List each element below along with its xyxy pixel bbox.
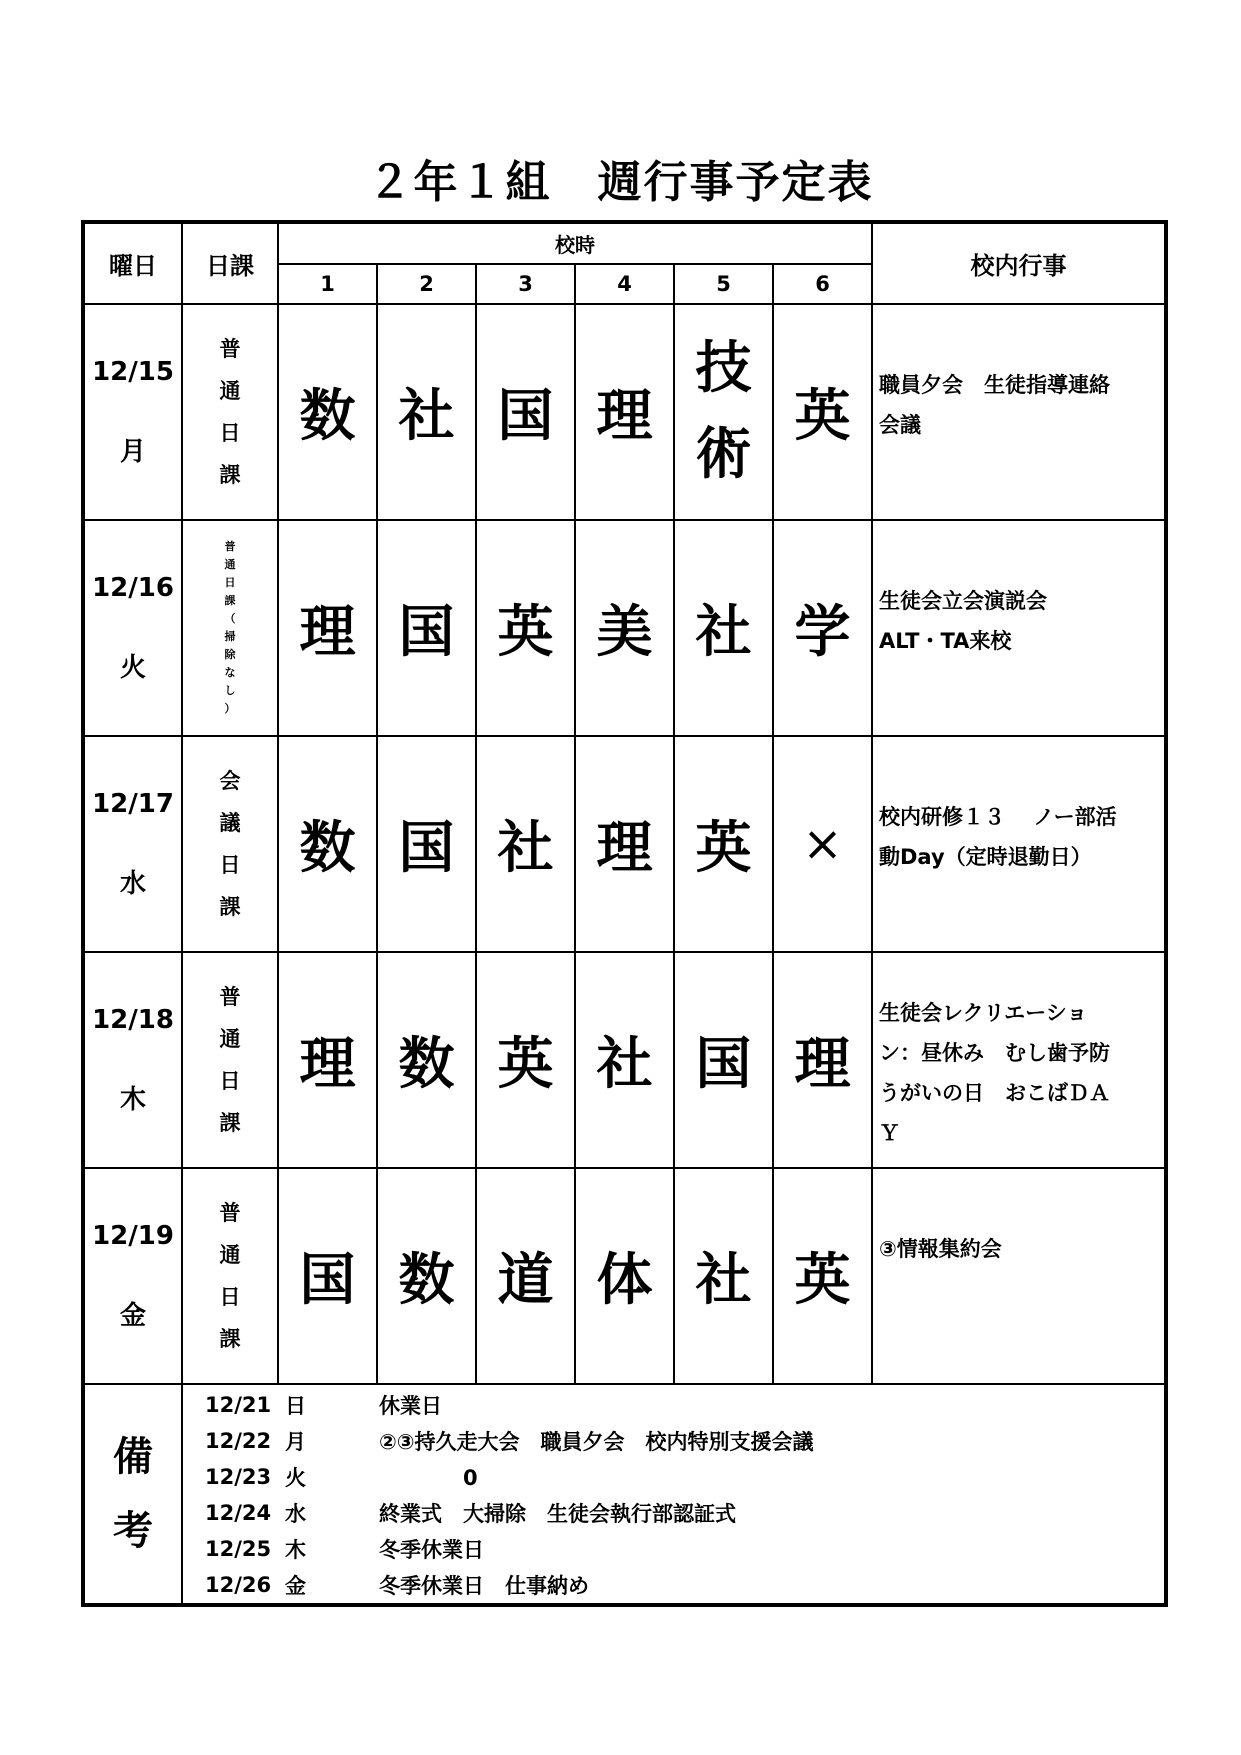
- remark-item: [205, 1459, 1164, 1495]
- daytype-char: し: [224, 684, 236, 697]
- remark-weekday: 日: [285, 1394, 306, 1418]
- daytype-char: 議: [219, 811, 241, 835]
- day-date: 12/18: [92, 1005, 174, 1035]
- remark-date: 12/22: [205, 1429, 272, 1453]
- subject-cell: 国: [377, 736, 476, 952]
- subject-cell: 数: [377, 952, 476, 1168]
- remark-item: [205, 1531, 1164, 1567]
- subject-cell: 理: [773, 952, 872, 1168]
- day-row: [83, 736, 1166, 952]
- day-date: 12/15: [92, 357, 174, 387]
- remark-text: 終業式 大掃除 生徒会執行部認証式: [379, 1502, 736, 1526]
- daytype-char: ）: [224, 702, 236, 715]
- subject-cell: 社: [575, 952, 674, 1168]
- daytype-char: 普: [219, 985, 241, 1009]
- daytype-char: （: [224, 612, 236, 625]
- period-number: 1: [278, 264, 377, 304]
- subject-cell: 国: [674, 952, 773, 1168]
- subject-cell: 道: [476, 1168, 575, 1384]
- day-cell: [83, 520, 182, 736]
- daytype-char: 課: [219, 1327, 241, 1351]
- daytype-char: 課: [219, 1111, 241, 1135]
- daytype-char: 通: [224, 558, 236, 571]
- header-day: 曜日: [83, 222, 182, 304]
- daytype-char: 除: [224, 648, 236, 661]
- subject-cell: 数: [278, 736, 377, 952]
- daytype-cell: [182, 736, 278, 952]
- header-daytype: 日課: [182, 222, 278, 304]
- daytype-char: 日: [224, 576, 236, 589]
- subject-cell: 学: [773, 520, 872, 736]
- day-cell: [83, 952, 182, 1168]
- header-events: 校内行事: [872, 222, 1166, 304]
- event-line: 動Day（定時退勤日）: [879, 845, 1092, 869]
- day-date: 12/16: [92, 573, 174, 603]
- daytype-char: 課: [219, 463, 241, 487]
- daytype-char: 通: [219, 1027, 241, 1051]
- subject-cell: 美: [575, 520, 674, 736]
- day-cell: [83, 1168, 182, 1384]
- event-line: 職員夕会 生徒指導連絡: [879, 373, 1110, 397]
- day-row: [83, 952, 1166, 1168]
- events-cell: [872, 304, 1166, 520]
- remark-weekday: 火: [285, 1466, 306, 1490]
- subject-cell: 体: [575, 1168, 674, 1384]
- remark-item: [205, 1423, 1164, 1459]
- period-number: 4: [575, 264, 674, 304]
- subject-cell: 国: [278, 1168, 377, 1384]
- subject-cell: 国: [377, 520, 476, 736]
- daytype-char: 通: [219, 1243, 241, 1267]
- daytype-cell: [182, 952, 278, 1168]
- period-number: 3: [476, 264, 575, 304]
- remark-item: [205, 1387, 1164, 1423]
- remark-text: 休業日: [379, 1394, 442, 1418]
- header-periods: 校時: [278, 222, 872, 264]
- subject-cell: 数: [377, 1168, 476, 1384]
- schedule-table: [81, 220, 1168, 1607]
- day-weekday: 木: [119, 1085, 146, 1115]
- subject-cell: 社: [476, 736, 575, 952]
- event-line: ン：昼休み むし歯予防: [879, 1041, 1110, 1065]
- day-date: 12/19: [92, 1221, 174, 1251]
- day-weekday: 火: [119, 653, 146, 683]
- period-number: 2: [377, 264, 476, 304]
- day-date: 12/17: [92, 789, 174, 819]
- subject-cell: 英: [476, 520, 575, 736]
- remark-text: 冬季休業日 仕事納め: [379, 1574, 589, 1598]
- subject-cell: 英: [773, 1168, 872, 1384]
- remark-item: [205, 1567, 1164, 1603]
- subject-cell: ×: [773, 736, 872, 952]
- subject-cell: 社: [674, 1168, 773, 1384]
- remark-text: 冬季休業日: [379, 1538, 484, 1562]
- remark-weekday: 水: [285, 1502, 306, 1526]
- daytype-char: 普: [219, 337, 241, 361]
- daytype-char: 普: [224, 540, 236, 553]
- remark-weekday: 木: [285, 1538, 306, 1562]
- event-line: 生徒会立会演説会: [879, 589, 1047, 613]
- subject-cell: 数: [278, 304, 377, 520]
- remark-text: 0: [379, 1466, 478, 1490]
- day-weekday: 金: [119, 1301, 146, 1331]
- remarks-row: [83, 1384, 1166, 1605]
- daytype-char: 課: [219, 895, 241, 919]
- remark-date: 12/26: [205, 1573, 272, 1597]
- remark-text: ②③持久走大会 職員夕会 校内特別支援会議: [379, 1430, 814, 1454]
- remarks-label-char: 備: [113, 1434, 153, 1480]
- remark-weekday: 金: [285, 1574, 306, 1598]
- subject-cell: 英: [476, 952, 575, 1168]
- daytype-char: 通: [219, 379, 241, 403]
- events-cell: [872, 1168, 1166, 1384]
- subject-text: 技術: [695, 336, 752, 487]
- period-number: 6: [773, 264, 872, 304]
- daytype-char: 日: [219, 421, 241, 445]
- event-line: ALT・TA来校: [879, 629, 1012, 653]
- daytype-cell: [182, 1168, 278, 1384]
- remarks-notes: [182, 1384, 1166, 1605]
- remark-item: [205, 1495, 1164, 1531]
- daytype-char: 普: [219, 1201, 241, 1225]
- daytype-char: 課: [224, 594, 236, 607]
- remarks-label: [83, 1384, 182, 1605]
- daytype-cell: [182, 304, 278, 520]
- daytype-char: 日: [219, 853, 241, 877]
- subject-cell: 理: [278, 952, 377, 1168]
- daytype-cell: [182, 520, 278, 736]
- subject-cell: 社: [377, 304, 476, 520]
- subject-cell: 理: [575, 736, 674, 952]
- remark-date: 12/24: [205, 1501, 272, 1525]
- subject-cell: 英: [674, 736, 773, 952]
- daytype-char: 掃: [224, 630, 236, 643]
- event-line: 校内研修１３ ノー部活: [879, 805, 1117, 829]
- period-number: 5: [674, 264, 773, 304]
- subject-cell: 社: [674, 520, 773, 736]
- daytype-char: な: [224, 666, 236, 679]
- event-line: うがいの日 おこばＤＡ: [879, 1081, 1110, 1105]
- subject-cell: 国: [476, 304, 575, 520]
- subject-cell: [674, 304, 773, 520]
- daytype-char: 日: [219, 1285, 241, 1309]
- day-row: [83, 304, 1166, 520]
- remark-date: 12/21: [205, 1393, 272, 1417]
- subject-cell: 英: [773, 304, 872, 520]
- page-title: ２年１組 週行事予定表: [367, 157, 874, 208]
- subject-cell: 理: [278, 520, 377, 736]
- event-line: Ｙ: [879, 1121, 900, 1145]
- day-row: [83, 1168, 1166, 1384]
- remark-weekday: 月: [285, 1430, 306, 1454]
- event-line: 会議: [879, 413, 921, 437]
- day-weekday: 月: [119, 437, 146, 467]
- day-cell: [83, 304, 182, 520]
- events-cell: [872, 952, 1166, 1168]
- event-line: 生徒会レクリエーショ: [879, 1001, 1088, 1025]
- remark-date: 12/25: [205, 1537, 272, 1561]
- remarks-label-char: 考: [113, 1508, 153, 1554]
- events-cell: [872, 520, 1166, 736]
- day-row: [83, 520, 1166, 736]
- daytype-char: 日: [219, 1069, 241, 1093]
- day-cell: [83, 736, 182, 952]
- remark-date: 12/23: [205, 1465, 272, 1489]
- event-line: ③情報集約会: [879, 1237, 1002, 1261]
- events-cell: [872, 736, 1166, 952]
- subject-cell: 理: [575, 304, 674, 520]
- daytype-char: 会: [219, 769, 241, 793]
- day-weekday: 水: [119, 869, 146, 899]
